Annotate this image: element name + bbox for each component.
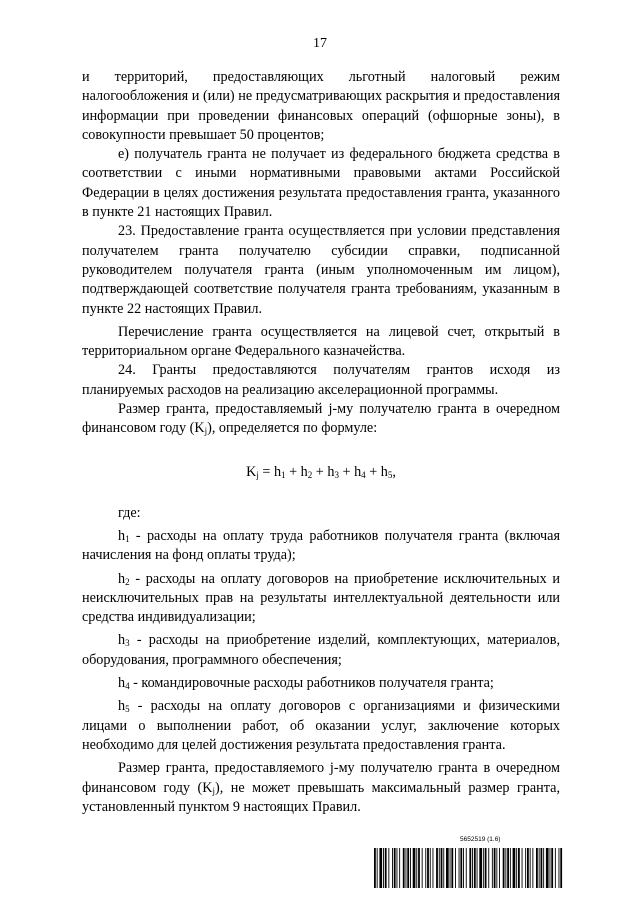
definition-h5: $h_5$ - расходы на оплату договоров с организациями и физическими лицами о выполнении работ, об оказании услуг, заключение которых необходимо для целей достижения результата предоставления гранта. — [82, 698, 560, 753]
definition-h2: $h_2$ - расходы на оплату договоров на приобретение исключительных и неисключительных прав на результаты интеллектуальной деятельности или средства индивидуализации; — [82, 570, 560, 626]
kj-subscript: j — [204, 426, 208, 437]
definition-h4: $h_4$ - командировочные расходы работников получателя гранта; — [118, 675, 494, 692]
document-footer — [374, 836, 564, 890]
document-body — [82, 68, 560, 817]
document-code: 5652519 (1.6) — [460, 836, 501, 843]
paragraph-grant-size — [82, 400, 560, 439]
page-number: 17 — [313, 36, 327, 51]
grant-size-text: Размер гранта, предоставляемый j-му получателю гранта в очередном финансовом году (K — [82, 401, 560, 437]
paragraph-offshore: и территорий, предоставляющих льготный налоговый режим налогообложения и (или) не предусматривающих раскрытия и предоставления информации при проведении финансовых операций (офшорные зоны), в совокупности превышает 50 процентов; — [82, 69, 560, 143]
definition-h1: $h_1$ - расходы на оплату труда работников получателя гранта (включая начисления на фонд оплаты труда); — [82, 527, 560, 564]
where-label: где: — [118, 504, 141, 521]
grant-size-text-end: ), определяется по формуле: — [207, 420, 378, 437]
formula: $K_j = h_1 + h_2 + h_3 + h_4 + h_5$, — [246, 463, 396, 480]
definition-h3: $h_3$ - расходы на приобретение изделий, комплектующих, материалов, оборудования, программного обеспечения; — [82, 632, 560, 668]
paragraph-subitem-e: е) получатель гранта не получает из федерального бюджета средства в соответствии с иными нормативными правовыми актами Российской Федерации в целях достижения результата предоставления гранта, указанного в пункте 21 настоящих Правил. — [82, 146, 560, 221]
barcode-icon — [374, 848, 564, 888]
paragraph-max-grant: Размер гранта, предоставляемого j-му получателю гранта в очередном финансовом году $(K_j)$, не может превышать максимальный размер гранта, установленный пунктом 9 настоящих Правил. — [82, 760, 560, 815]
paragraph-23: 23. Предоставление гранта осуществляется при условии представления получателем гранта получателю субсидии справки, подписанной руководителем получателя гранта (иным уполномоченным им лицом), подтверждающей соответствие получателя гранта требованиям, указанным в пункте 22 настоящих Правил. — [82, 223, 560, 317]
paragraph-24: 24. Гранты предоставляются получателям грантов исходя из планируемых расходов на реализацию акселерационной программы. — [82, 362, 560, 398]
paragraph-transfer: Перечисление гранта осуществляется на лицевой счет, открытый в территориальном органе Федерального казначейства. — [82, 323, 560, 360]
